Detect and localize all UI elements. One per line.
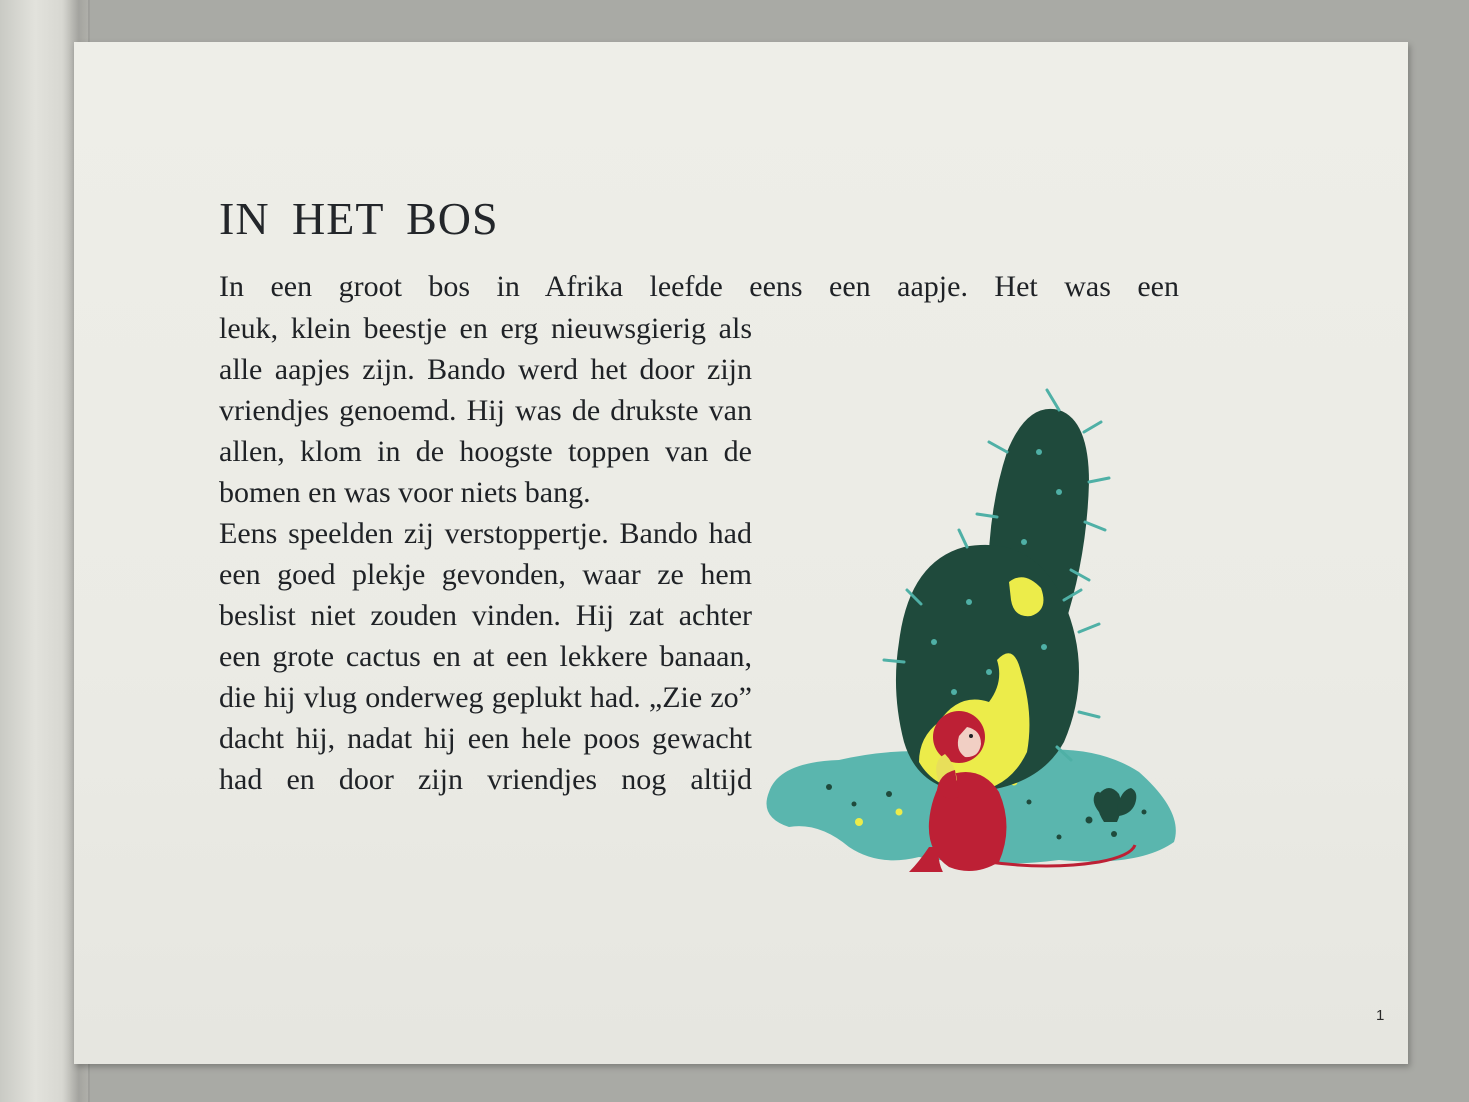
monkey-cactus-illustration [759, 342, 1199, 872]
first-line: In een groot bos in Afrika leefde eens een aapje. Het was een [219, 270, 1179, 303]
chapter-title: IN HET BOS [219, 193, 499, 244]
page-number: 1 [1376, 1007, 1385, 1024]
paragraph-2: Eens speelden zij verstoppertje. Bando had een goed plekje gevonden, waar ze hem beslist niet zouden vinden. Hij zat achter een grote cactus en at een lekkere banaan, die hij vlug onderweg geplukt had. „Zie zo” dacht hij, nadat hij een hele poos gewacht had en door zijn vriendjes nog altijd [219, 517, 752, 796]
text-column [219, 308, 752, 800]
paragraph-1: leuk, klein beestje en erg nieuwsgierig als alle aapjes zijn. Bando werd het door zijn vriendjes genoemd. Hij was de drukste van allen, klom in de hoogste toppen van de bomen en was voor niets bang. [219, 312, 752, 509]
book-page [74, 42, 1408, 1064]
